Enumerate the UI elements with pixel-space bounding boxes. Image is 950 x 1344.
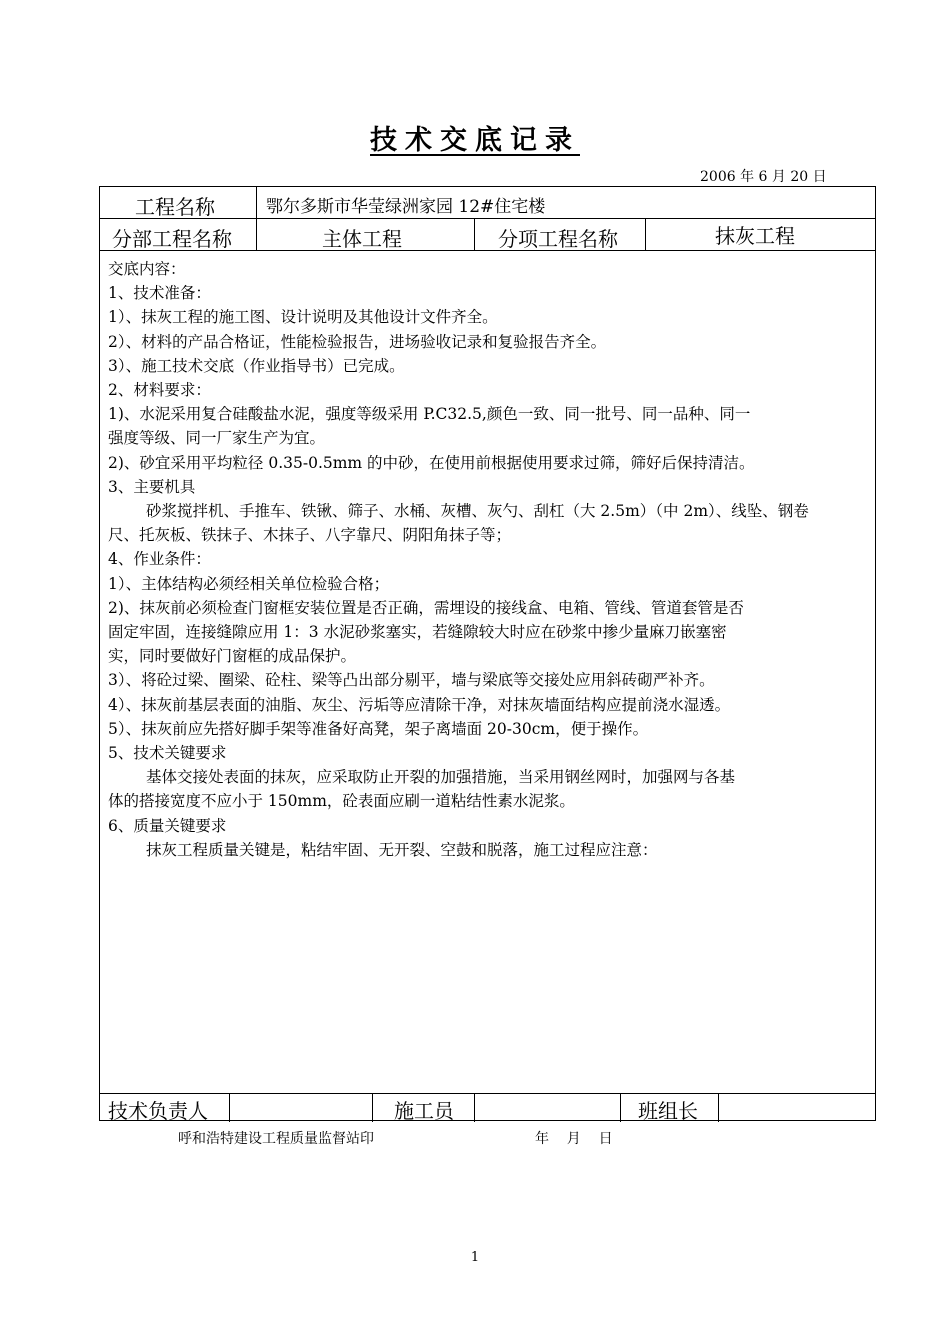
content-line: 1）、主体结构必须经相关单位检验合格； [108,574,390,593]
content-line: 3）、施工技术交底（作业指导书）已完成。 [108,356,405,375]
column-divider [256,187,257,250]
content-line: 2)、砂宜采用平均粒径 0.35-0.5mm 的中砂，在使用前根据使用要求过筛，筛好后保持清洁。 [108,453,755,472]
division-value: 主体工程 [322,227,402,251]
content-line: 体的搭接宽度不应小于 150mm，砼表面应刷一道粘结性素水泥浆。 [108,792,575,811]
content-line: 2、材料要求： [108,381,211,400]
content-line: 4、作业条件： [108,550,211,569]
document-date: 2006 年 6 月 20 日 [700,169,827,185]
content-line: 1、技术准备： [108,284,211,303]
content-line: 2）、材料的产品合格证，性能检验报告，进场验收记录和复验报告齐全。 [108,332,607,351]
content-line: 强度等级、同一厂家生产为宜。 [108,429,326,448]
page-number: 1 [470,1250,480,1265]
project-name-label: 工程名称 [135,195,215,219]
content-line: 4）、抹灰前基层表面的油脂、灰尘、污垢等应清除干净，对抹灰墙面结构应提前浇水湿透。 [108,695,731,714]
content-line: 尺、托灰板、铁抹子、木抹子、八字靠尺、阴阳角抹子等； [108,526,512,545]
supervision-stamp-text: 呼和浩特建设工程质量监督站印 [178,1131,374,1147]
content-line: 基体交接处表面的抹灰，应采取防止开裂的加强措施，当采用钢丝网时，加强网与各基 [146,768,736,787]
document-title: 技术交底记录 [370,125,580,156]
team-leader-label: 班组长 [638,1099,698,1123]
division-label: 分部工程名称 [112,227,232,251]
column-divider [229,1093,230,1122]
subitem-label: 分项工程名称 [498,227,618,251]
content-line: 砂浆搅拌机、手推车、铁锹、筛子、水桶、灰槽、灰勺、刮杠（大 2.5m）（中 2m）、线坠、钢卷 [146,502,809,521]
tech-lead-label: 技术负责人 [108,1099,208,1123]
content-line: 1）、抹灰工程的施工图、设计说明及其他设计文件齐全。 [108,308,498,327]
content-line: 固定牢固，连接缝隙应用 1：3 水泥砂浆塞实，若缝隙较大时应在砂浆中掺少量麻刀嵌塞密 [108,623,727,642]
column-divider [474,1093,475,1122]
briefing-content [108,257,870,862]
content-line: 交底内容： [108,260,186,278]
content-line: 抹灰工程质量关键是，粘结牢固、无开裂、空鼓和脱落，施工过程应注意： [146,840,658,859]
content-line: 5、技术关键要求 [108,744,227,763]
column-divider [645,218,646,250]
column-divider [474,218,475,250]
project-name-value: 鄂尔多斯市华莹绿洲家园 12#住宅楼 [266,197,546,217]
content-line: 3、主要机具 [108,477,196,496]
column-divider [620,1093,621,1122]
content-line: 3）、将砼过梁、圈梁、砼柱、梁等凸出部分剔平，墙与梁底等交接处应用斜砖砌严补齐。 [108,671,715,690]
record-table [99,186,876,1121]
row-divider [100,1093,875,1094]
column-divider [372,1093,373,1122]
content-line: 实，同时要做好门窗框的成品保护。 [108,647,357,666]
content-line: 5）、抹灰前应先搭好脚手架等准备好高凳，架子离墙面 20-30cm，便于操作。 [108,719,649,738]
row-divider [100,218,875,219]
content-line: 2)、抹灰前必须检查门窗框安装位置是否正确，需埋设的接线盒、电箱、管线、管道套管是否 [108,598,744,617]
content-line: 1)、水泥采用复合硅酸盐水泥，强度等级采用 P.C32.5,颜色一致、同一批号、同一品种、同一 [108,405,751,424]
content-line: 6、质量关键要求 [108,816,227,835]
subitem-value: 抹灰工程 [715,224,795,248]
footer-date: 年 月 日 [535,1131,613,1147]
constructor-label: 施工员 [394,1099,454,1123]
column-divider [718,1093,719,1122]
